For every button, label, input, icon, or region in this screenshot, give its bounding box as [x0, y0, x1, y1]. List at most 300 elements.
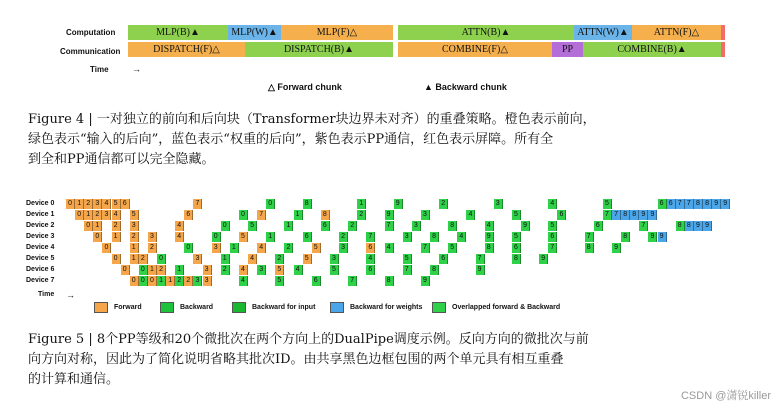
schedule-cell: 0	[221, 221, 230, 231]
schedule-cell	[212, 221, 221, 231]
schedule-cell	[112, 243, 121, 253]
schedule-cell	[512, 199, 521, 209]
schedule-cell	[457, 265, 466, 275]
schedule-cell: 8	[676, 221, 685, 231]
schedule-cell	[312, 210, 321, 220]
schedule-cell	[430, 254, 439, 264]
schedule-cell	[275, 232, 284, 242]
schedule-cell	[339, 210, 348, 220]
schedule-cell	[375, 199, 384, 209]
schedule-cell	[503, 265, 512, 275]
computation-block-1: MLP(W)▲	[228, 25, 281, 40]
schedule-cell: 8	[694, 199, 703, 209]
schedule-cell	[339, 221, 348, 231]
schedule-cell: 8	[621, 232, 630, 242]
schedule-cell	[121, 232, 130, 242]
schedule-cell: 8	[448, 221, 457, 231]
schedule-cell	[330, 210, 339, 220]
schedule-cell	[166, 199, 175, 209]
schedule-cell: 3	[212, 243, 221, 253]
schedule-cell	[275, 221, 284, 231]
schedule-cell	[93, 243, 102, 253]
schedule-cell: 5	[239, 232, 248, 242]
schedule-cell: 5	[312, 243, 321, 253]
schedule-cell: 6	[667, 199, 676, 209]
computation-block-7	[721, 25, 725, 40]
schedule-cell: 9	[648, 232, 657, 242]
schedule-cell	[348, 243, 357, 253]
schedule-cell	[266, 243, 275, 253]
schedule-cell	[466, 254, 475, 264]
schedule-cell: 9	[421, 276, 430, 286]
schedule-cell: 0	[148, 276, 157, 286]
schedule-cell	[84, 243, 93, 253]
schedule-cell: 1	[75, 199, 84, 209]
schedule-cell	[257, 232, 266, 242]
schedule-cell	[184, 199, 193, 209]
schedule-cell: 9	[394, 199, 403, 209]
schedule-cell	[357, 276, 366, 286]
schedule-cell	[321, 199, 330, 209]
schedule-cell: 6	[121, 199, 130, 209]
schedule-cell: 2	[284, 243, 293, 253]
device-label-7: Device 7	[26, 277, 55, 284]
schedule-cell	[84, 254, 93, 264]
schedule-cell: 4	[102, 199, 111, 209]
schedule-cell	[412, 210, 421, 220]
schedule-cell	[357, 243, 366, 253]
schedule-cell: 3	[193, 276, 202, 286]
schedule-cell	[548, 254, 557, 264]
schedule-cell	[394, 243, 403, 253]
schedule-cell	[521, 232, 530, 242]
schedule-cell: 4	[548, 199, 557, 209]
schedule-cell	[121, 254, 130, 264]
schedule-cell	[139, 221, 148, 231]
schedule-cell	[385, 254, 394, 264]
schedule-cell	[266, 276, 275, 286]
schedule-cell	[139, 210, 148, 220]
schedule-cell	[403, 199, 412, 209]
schedule-cell	[93, 254, 102, 264]
schedule-cell: 7	[612, 210, 621, 220]
schedule-cell: 7	[403, 265, 412, 275]
schedule-cell	[630, 199, 639, 209]
schedule-cell: 1	[148, 265, 157, 275]
schedule-cell	[121, 243, 130, 253]
schedule-cell	[221, 210, 230, 220]
computation-block-6: ATTN(F)△	[632, 25, 721, 40]
schedule-cell: 8	[630, 210, 639, 220]
schedule-cell	[102, 221, 111, 231]
schedule-cell: 1	[84, 210, 93, 220]
schedule-cell	[494, 254, 503, 264]
schedule-cell	[448, 276, 457, 286]
legend-swatch-F	[94, 302, 108, 313]
schedule-cell: 9	[385, 210, 394, 220]
schedule-cell	[476, 276, 485, 286]
schedule-cell	[148, 210, 157, 220]
schedule-cell	[203, 210, 212, 220]
schedule-cell	[375, 265, 384, 275]
schedule-cell	[366, 210, 375, 220]
schedule-cell	[639, 232, 648, 242]
schedule-cell	[512, 276, 521, 286]
schedule-cell	[403, 276, 412, 286]
schedule-cell	[412, 265, 421, 275]
schedule-cell	[403, 221, 412, 231]
schedule-cell	[193, 243, 202, 253]
schedule-cell: 2	[175, 276, 184, 286]
schedule-cell	[166, 254, 175, 264]
schedule-cell	[539, 265, 548, 275]
figure-5-caption-line-2: 向方向对称，因此为了简化说明省略其批次ID。由共享黑色边框包围的两个单元具有相互重叠	[28, 352, 564, 367]
schedule-cell: 6	[557, 210, 566, 220]
schedule-cell: 2	[439, 199, 448, 209]
schedule-cell	[348, 210, 357, 220]
schedule-cell	[494, 243, 503, 253]
schedule-cell: 0	[212, 232, 221, 242]
schedule-cell: 1	[112, 232, 121, 242]
schedule-cell	[375, 232, 384, 242]
schedule-cell	[121, 210, 130, 220]
row-label-communication: Communication	[60, 47, 121, 56]
schedule-cell	[239, 254, 248, 264]
schedule-cell: 1	[157, 276, 166, 286]
legend-swatch-W	[330, 302, 344, 313]
schedule-cell	[175, 243, 184, 253]
schedule-cell: 9	[612, 243, 621, 253]
schedule-cell: 0	[157, 254, 166, 264]
schedule-cell: 6	[366, 265, 375, 275]
schedule-cell: 1	[130, 254, 139, 264]
schedule-cell: 0	[75, 210, 84, 220]
schedule-cell: 6	[312, 276, 321, 286]
schedule-cell	[148, 221, 157, 231]
schedule-cell: 4	[175, 221, 184, 231]
computation-block-5: ATTN(W)▲	[574, 25, 632, 40]
time-arrow-icon: →	[132, 64, 141, 74]
schedule-cell	[321, 243, 330, 253]
schedule-cell	[66, 243, 75, 253]
schedule-cell: 4	[366, 254, 375, 264]
schedule-cell	[303, 221, 312, 231]
schedule-cell	[485, 276, 494, 286]
schedule-cell: 7	[603, 210, 612, 220]
schedule-cell: 9	[703, 221, 712, 231]
schedule-cell	[567, 254, 576, 264]
device-label-3: Device 3	[26, 233, 55, 240]
schedule-cell	[257, 199, 266, 209]
schedule-cell	[312, 232, 321, 242]
row-label-time: Time	[90, 65, 109, 74]
schedule-cell	[412, 199, 421, 209]
schedule-cell	[530, 210, 539, 220]
schedule-cell: 9	[694, 221, 703, 231]
schedule-cell: 2	[357, 210, 366, 220]
schedule-cell	[494, 210, 503, 220]
schedule-cell	[102, 232, 111, 242]
schedule-cell: 3	[412, 221, 421, 231]
schedule-cell	[294, 276, 303, 286]
schedule-cell	[93, 276, 102, 286]
schedule-cell	[184, 221, 193, 231]
schedule-cell: 7	[585, 232, 594, 242]
schedule-cell: 7	[421, 243, 430, 253]
legend-swatch-B	[160, 302, 174, 313]
schedule-cell	[357, 265, 366, 275]
schedule-cell	[385, 232, 394, 242]
schedule-cell	[184, 232, 193, 242]
schedule-cell	[348, 254, 357, 264]
schedule-cell	[166, 210, 175, 220]
schedule-cell	[667, 221, 676, 231]
schedule-cell	[157, 243, 166, 253]
figure-5-caption-line-1: Figure 5 | 8个PP等级和20个微批次在两个方向上的DualPipe调度示例。反向方向的微批次与前	[28, 332, 589, 347]
schedule-cell: 0	[130, 276, 139, 286]
figure-4-caption-line-3: 到全和PP通信都可以完全隐藏。	[28, 152, 215, 167]
legend-backward-chunk: ▲ Backward chunk	[424, 82, 507, 92]
schedule-cell	[248, 232, 257, 242]
schedule-cell	[366, 276, 375, 286]
schedule-cell	[184, 265, 193, 275]
schedule-cell	[503, 210, 512, 220]
schedule-cell: 7	[385, 221, 394, 231]
schedule-cell: 8	[303, 199, 312, 209]
schedule-cell	[412, 276, 421, 286]
schedule-cell	[421, 221, 430, 231]
schedule-cell: 2	[84, 199, 93, 209]
schedule-cell: 4	[239, 276, 248, 286]
schedule-cell	[630, 243, 639, 253]
schedule-cell: 5	[448, 243, 457, 253]
schedule-cell	[339, 254, 348, 264]
schedule-cell	[430, 210, 439, 220]
schedule-cell	[457, 276, 466, 286]
schedule-cell	[603, 243, 612, 253]
schedule-cell	[248, 199, 257, 209]
schedule-cell	[175, 210, 184, 220]
schedule-cell	[357, 221, 366, 231]
schedule-cell	[203, 232, 212, 242]
schedule-cell	[121, 221, 130, 231]
computation-block-4: ATTN(B)▲	[398, 25, 574, 40]
schedule-cell	[557, 199, 566, 209]
schedule-cell	[521, 265, 530, 275]
schedule-cell	[157, 232, 166, 242]
schedule-cell: 6	[512, 243, 521, 253]
schedule-cell: 2	[184, 276, 193, 286]
schedule-cell	[75, 276, 84, 286]
schedule-cell	[548, 210, 557, 220]
computation-block-2: MLP(F)△	[281, 25, 393, 40]
schedule-cell	[594, 210, 603, 220]
schedule-cell: 0	[239, 210, 248, 220]
schedule-cell	[257, 254, 266, 264]
legend-label-F: Forward	[114, 304, 142, 311]
schedule-cell	[485, 265, 494, 275]
schedule-cell: 7	[676, 199, 685, 209]
schedule-cell	[75, 232, 84, 242]
schedule-cell	[430, 221, 439, 231]
csdn-watermark: CSDN @潇锐killer	[680, 390, 771, 402]
schedule-cell	[476, 221, 485, 231]
schedule-cell: 8	[485, 243, 494, 253]
schedule-cell: 0	[93, 232, 102, 242]
device-label-6: Device 6	[26, 266, 55, 273]
schedule-cell	[75, 243, 84, 253]
schedule-cell	[75, 254, 84, 264]
schedule-cell	[557, 243, 566, 253]
schedule-cell: 0	[84, 221, 93, 231]
schedule-cell	[403, 243, 412, 253]
schedule-cell: 7	[476, 254, 485, 264]
schedule-cell	[248, 243, 257, 253]
schedule-cell	[439, 221, 448, 231]
schedule-cell	[157, 221, 166, 231]
schedule-cell: 2	[275, 254, 284, 264]
schedule-cell: 4	[294, 265, 303, 275]
schedule-cell	[385, 265, 394, 275]
schedule-cell: 1	[166, 276, 175, 286]
schedule-cell	[175, 199, 184, 209]
row-label-computation: Computation	[66, 28, 116, 37]
schedule-cell: 6	[184, 210, 193, 220]
legend-swatch-O	[432, 302, 446, 313]
schedule-cell: 5	[548, 221, 557, 231]
schedule-cell: 5	[130, 210, 139, 220]
schedule-cell	[603, 221, 612, 231]
schedule-cell: 1	[230, 243, 239, 253]
schedule-cell: 9	[521, 221, 530, 231]
schedule-cell	[503, 276, 512, 286]
schedule-cell	[648, 221, 657, 231]
schedule-cell	[102, 265, 111, 275]
schedule-cell	[212, 210, 221, 220]
schedule-cell: 8	[430, 265, 439, 275]
schedule-cell	[466, 232, 475, 242]
schedule-cell	[321, 276, 330, 286]
schedule-cell	[166, 265, 175, 275]
schedule-cell	[585, 199, 594, 209]
schedule-cell	[476, 232, 485, 242]
schedule-cell	[357, 254, 366, 264]
schedule-cell	[375, 276, 384, 286]
schedule-cell	[284, 210, 293, 220]
schedule-cell: 9	[639, 210, 648, 220]
schedule-cell	[557, 254, 566, 264]
schedule-cell	[75, 221, 84, 231]
schedule-cell: 5	[248, 221, 257, 231]
schedule-cell: 6	[548, 232, 557, 242]
schedule-cell	[139, 199, 148, 209]
schedule-cell	[284, 254, 293, 264]
schedule-cell	[521, 254, 530, 264]
schedule-cell: 7	[548, 243, 557, 253]
time-label: Time	[38, 291, 55, 298]
schedule-cell	[166, 221, 175, 231]
schedule-cell	[512, 265, 521, 275]
schedule-cell: 1	[357, 199, 366, 209]
schedule-cell: 4	[112, 210, 121, 220]
schedule-cell: 8	[512, 254, 521, 264]
schedule-cell	[312, 254, 321, 264]
schedule-cell	[203, 221, 212, 231]
schedule-cell	[212, 199, 221, 209]
schedule-cell	[394, 210, 403, 220]
schedule-cell: 6	[303, 232, 312, 242]
schedule-cell	[576, 243, 585, 253]
schedule-cell	[503, 199, 512, 209]
schedule-cell: 7	[685, 199, 694, 209]
schedule-cell	[630, 232, 639, 242]
schedule-cell: 6	[366, 243, 375, 253]
schedule-cell	[203, 254, 212, 264]
schedule-cell	[466, 265, 475, 275]
schedule-cell	[394, 254, 403, 264]
schedule-cell	[266, 210, 275, 220]
schedule-cell	[539, 232, 548, 242]
schedule-cell	[230, 210, 239, 220]
schedule-cell	[203, 243, 212, 253]
schedule-cell	[230, 221, 239, 231]
schedule-cell	[603, 232, 612, 242]
schedule-cell	[576, 210, 585, 220]
figure-4-caption-line-1: Figure 4 | 一对独立的前向和后向块（Transformer块边界未对齐）的重叠策略。橙色表示前向，	[28, 112, 596, 127]
schedule-cell	[448, 265, 457, 275]
schedule-cell: 3	[102, 210, 111, 220]
schedule-cell	[394, 232, 403, 242]
schedule-cell	[439, 265, 448, 275]
schedule-cell	[385, 199, 394, 209]
device-label-1: Device 1	[26, 211, 55, 218]
schedule-cell	[457, 254, 466, 264]
schedule-cell: 5	[330, 265, 339, 275]
schedule-cell	[503, 232, 512, 242]
schedule-cell	[557, 232, 566, 242]
schedule-cell	[348, 265, 357, 275]
schedule-cell	[221, 199, 230, 209]
schedule-cell: 8	[585, 243, 594, 253]
time-arrow-icon: →	[66, 290, 75, 300]
schedule-cell	[375, 221, 384, 231]
schedule-cell: 7	[639, 221, 648, 231]
schedule-cell	[594, 243, 603, 253]
schedule-cell	[284, 232, 293, 242]
schedule-cell	[658, 221, 667, 231]
schedule-cell	[294, 232, 303, 242]
schedule-cell	[466, 199, 475, 209]
schedule-cell	[212, 265, 221, 275]
schedule-cell	[339, 199, 348, 209]
schedule-cell	[621, 221, 630, 231]
legend-label-I: Backward for input	[252, 304, 316, 311]
schedule-cell	[530, 254, 539, 264]
schedule-cell: 9	[485, 232, 494, 242]
legend-label-O: Overlapped forward & Backward	[452, 304, 561, 311]
schedule-cell: 1	[266, 232, 275, 242]
schedule-cell	[630, 221, 639, 231]
schedule-cell: 8	[385, 276, 394, 286]
schedule-cell: 2	[221, 265, 230, 275]
schedule-cell	[84, 276, 93, 286]
schedule-cell	[503, 243, 512, 253]
schedule-cell	[294, 254, 303, 264]
schedule-cell	[412, 254, 421, 264]
figure-4-caption-line-2: 绿色表示“输入的后向”，蓝色表示“权重的后向”，紫色表示PP通信，红色表示屏障。所有全	[28, 132, 554, 147]
schedule-cell: 7	[348, 276, 357, 286]
schedule-cell: 4	[175, 232, 184, 242]
